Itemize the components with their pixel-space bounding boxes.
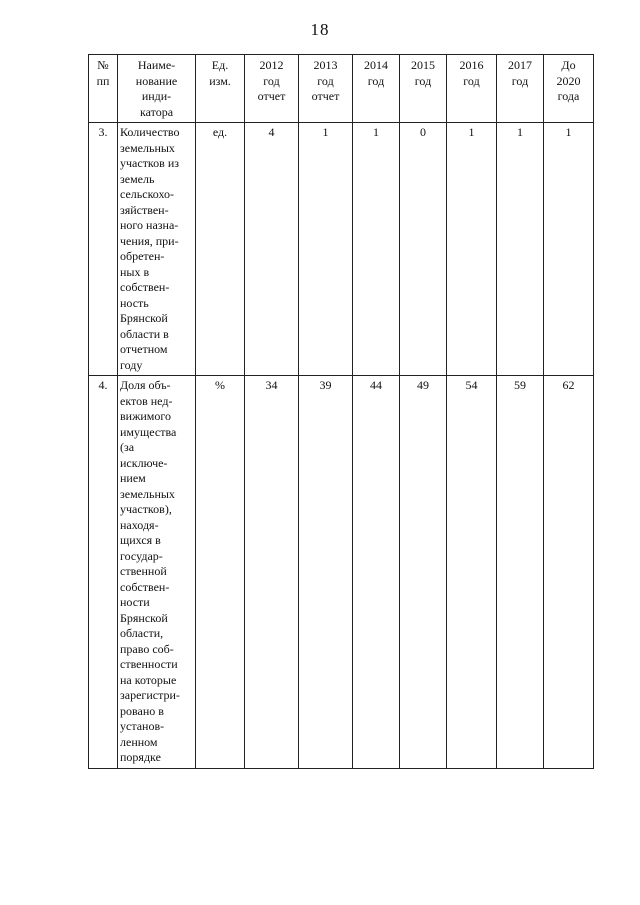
header-2013: 2013 год отчет bbox=[299, 55, 353, 123]
value-2016: 1 bbox=[447, 123, 497, 376]
value-2013: 1 bbox=[299, 123, 353, 376]
indicators-table bbox=[88, 54, 594, 769]
header-2012: 2012 год отчет bbox=[245, 55, 299, 123]
header-2014: 2014 год bbox=[353, 55, 400, 123]
value-2012: 34 bbox=[245, 376, 299, 769]
page-number: 18 bbox=[310, 20, 330, 39]
indicator-name: Количество земельных участков из земель сельскохо- зяйствен- ного назна- чения, при- обретен- ных в собствен- ность Брянской области в отчетном году bbox=[118, 123, 196, 376]
unit-cell: ед. bbox=[196, 123, 245, 376]
value-2015: 0 bbox=[400, 123, 447, 376]
table-row bbox=[89, 123, 594, 376]
value-2014: 44 bbox=[353, 376, 400, 769]
value-2020: 1 bbox=[544, 123, 594, 376]
indicator-name: Доля объ- ектов нед- вижимого имущества (за исключе- нием земельных участков), находя- щихся в государ- ственной собствен- ности Брянской области, право соб- ственности на которые зарегистри- ровано в установ- ленном порядке bbox=[118, 376, 196, 769]
header-2017: 2017 год bbox=[497, 55, 544, 123]
value-2016: 54 bbox=[447, 376, 497, 769]
header-2016: 2016 год bbox=[447, 55, 497, 123]
header-2020: До 2020 года bbox=[544, 55, 594, 123]
header-unit: Ед. изм. bbox=[196, 55, 245, 123]
value-2020: 62 bbox=[544, 376, 594, 769]
unit-cell: % bbox=[196, 376, 245, 769]
table-header-row bbox=[89, 55, 594, 123]
table-row bbox=[89, 376, 594, 769]
row-number: 4. bbox=[89, 376, 118, 769]
value-2017: 59 bbox=[497, 376, 544, 769]
value-2013: 39 bbox=[299, 376, 353, 769]
row-number: 3. bbox=[89, 123, 118, 376]
value-2012: 4 bbox=[245, 123, 299, 376]
header-num: № пп bbox=[89, 55, 118, 123]
value-2014: 1 bbox=[353, 123, 400, 376]
header-2015: 2015 год bbox=[400, 55, 447, 123]
value-2017: 1 bbox=[497, 123, 544, 376]
value-2015: 49 bbox=[400, 376, 447, 769]
header-indicator-name: Наиме- нование инди- катора bbox=[118, 55, 196, 123]
